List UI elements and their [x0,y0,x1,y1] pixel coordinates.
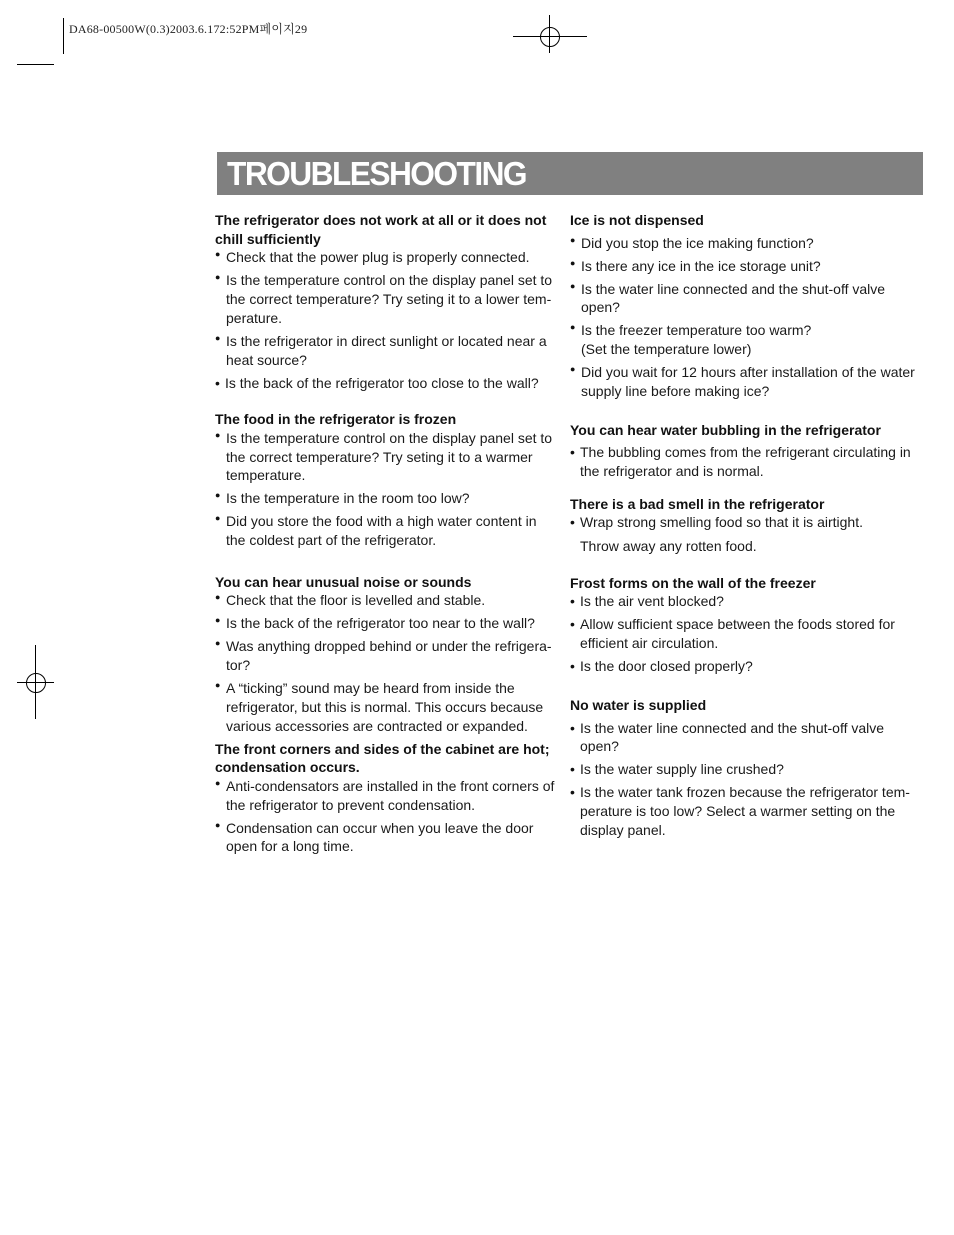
section-cabinet-hot [215,740,559,857]
list-item: ● Is the temperature control on the display panel set to the correct temperature? Try seting it to a lower tem-perature. [215,271,559,327]
section-heading: There is a bad smell in the refrigerator [570,495,825,512]
list-item: • Is the water tank frozen because the refrigerator tem-perature is too low? Select a warmer setting on the display panel. [570,783,915,839]
section-list [570,513,915,555]
list-item-text: • Wrap strong smelling food so that it is airtight. [580,514,863,531]
section-heading: No water is supplied [570,696,707,713]
list-item: • Is the back of the refrigerator too close to the wall? [215,374,559,393]
list-item: ● Is the back of the refrigerator too near to the wall? [215,614,559,633]
section-list [570,443,915,480]
right-column [570,211,915,844]
list-item: ● Did you wait for 12 hours after installation of the water supply line before making ice? [570,363,915,400]
section-ice-not-dispensed [570,211,915,401]
section-bad-smell [570,495,915,556]
registration-mark-left-icon [26,673,46,693]
section-heading: Ice is not dispensed [570,212,704,228]
section-heading: You can hear unusual noise or sounds [215,573,472,590]
section-frost-forms [570,574,915,676]
section-no-water [570,696,915,840]
title-bar [214,152,923,195]
left-column [215,211,559,860]
section-list [215,248,559,392]
list-item: ● Is there any ice in the ice storage unit? [570,257,915,276]
section-list [570,592,915,675]
list-item: ● Is the water line connected and the shut-off valve open? [570,280,915,317]
list-item: • Is the door closed properly? [570,657,915,676]
print-header: DA68-00500W(0.3)2003.6.172:52PM페이지29 [69,22,308,36]
list-item: • Allow sufficient space between the foods stored for efficient air circulation. [570,615,915,652]
section-food-frozen [215,410,559,550]
list-item: • Is the air vent blocked? [570,592,915,611]
list-item: ● Anti-condensators are installed in the front corners of the refrigerator to prevent condensation. [215,777,559,814]
section-list [215,429,559,550]
list-item: • Is the water line connected and the shut-off valve open? [570,719,915,756]
list-item: ● Condensation can occur when you leave the door open for a long time. [215,819,559,856]
crop-mark-top-left-vertical [63,18,64,54]
list-item: ● Was anything dropped behind or under the refrigera-tor? [215,637,559,674]
list-item: ● Check that the floor is levelled and stable. [215,591,559,610]
list-item: ● Is the temperature in the room too low? [215,489,559,508]
list-item: ● Is the temperature control on the display panel set to the correct temperature? Try seting it to a warmer temperature. [215,429,559,485]
crop-mark-top-left-horizontal [17,64,54,65]
section-not-chilling [215,211,559,392]
list-item [570,513,915,555]
section-water-bubbling [570,421,915,481]
list-item: ● Did you stop the ice making function? [570,234,915,253]
list-item: ● Is the refrigerator in direct sunlight or located near a heat source? [215,332,559,369]
section-heading: The refrigerator does not work at all or it does not chill sufficiently [215,212,547,247]
section-list [215,591,559,735]
section-heading: The front corners and sides of the cabinet are hot; condensation occurs. [215,740,550,776]
section-heading: Frost forms on the wall of the freezer [570,574,816,591]
section-list [570,234,915,401]
list-item: • Is the water supply line crushed? [570,760,915,779]
list-item: ● Did you store the food with a high water content in the coldest part of the refrigerator. [215,512,559,549]
list-item: ● Is the freezer temperature too warm? (Set the temperature lower) [570,321,826,358]
list-item: ● Check that the power plug is properly connected. [215,248,559,267]
section-list [215,777,559,856]
registration-mark-top-icon [540,27,560,47]
section-heading: The food in the refrigerator is frozen [215,411,457,428]
section-list [570,719,915,840]
list-item: ● A “ticking” sound may be heard from inside the refrigerator, but this is normal. This occurs because various accessories are contracted or expanded. [215,679,559,735]
page-title: TROUBLESHOOTING [227,155,527,192]
section-unusual-noise [215,573,559,736]
section-heading: You can hear water bubbling in the refrigerator [570,421,881,438]
list-item: • The bubbling comes from the refrigerant circulating in the refrigerator and is normal. [570,443,915,480]
list-item-text: Throw away any rotten food. [580,538,757,555]
